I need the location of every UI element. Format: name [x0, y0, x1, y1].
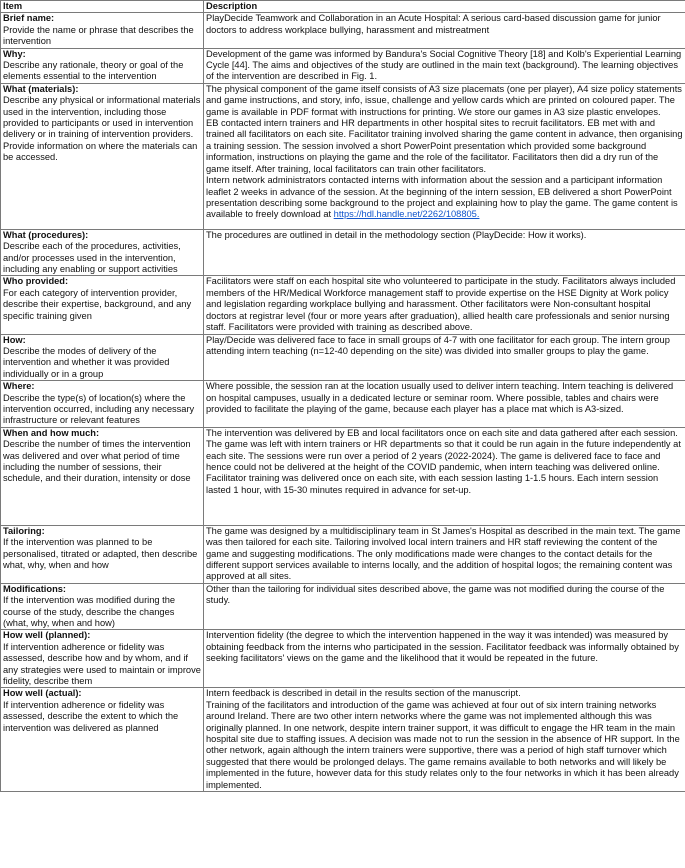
description-paragraph [206, 688, 683, 699]
description-paragraph [206, 584, 683, 607]
item-name: Why: [3, 48, 26, 59]
description-text: Where possible, the session ran at the location usually used to deliver intern teaching. Intern teaching is delivered on hospital campuses, usually in a dedicated lecture or seminar room. Where possible, tables and chairs were provided to facilitate the playing of the game, because each player has a place mat which is A3-sized. [206, 381, 674, 414]
description-text: The game was designed by a multidisciplinary team in St James's Hospital as described in the main text. The game was then tailored for each site. Tailoring involved local intern trainers and HR staff reviewing the content of the game and suggesting modifications. The only modifications made were changes to the contact details for the different support services available to interns locally, and the addition of hospital logos; the remaining content was approved at all sites. [206, 525, 681, 582]
table-row [1, 630, 685, 688]
description-text: Intervention fidelity (the degree to which the intervention happened in the way it was intended) was measured by obtaining feedback from the interns who participated in the session. Facilitator feedback was informally obtained by seeking facilitators' views on the game and the likelihood that it would be repeated in the future. [206, 630, 679, 664]
item-description: Describe the modes of delivery of the intervention and whether it was provided individually or in a group [3, 345, 170, 379]
item-cell [1, 48, 204, 83]
item-description: If the intervention was planned to be personalised, titrated or adapted, then describe what, why, when and how [3, 537, 198, 570]
description-text: Training of the facilitators and introduction of the game was achieved at four out of six intern training networks around Ireland. There are two other intern networks where the game was not implemented although this was originally planned. In one network, despite intern trainer support, it was difficult to engage the HR team in the main hospital site due to staffing issues. A decision was made not to run the session in the absence of HR support. In the other network, again although the intern trainers were supportive, there was a period of high staff turnover which suggested that there would be prolonged delays. The game remains available to both networks and will likely be implemented in the future, however data for this study relates only to the four networks in which it has been already implemented. [206, 699, 680, 790]
item-cell [1, 688, 204, 792]
table-row [1, 83, 685, 229]
table-row [1, 427, 685, 525]
item-name: Where: [3, 381, 35, 392]
description-cell [204, 630, 685, 688]
description-text: The physical component of the game itself consists of A3 size placemats (one per player), A4 size policy statements and game instructions, and story, info, issue, challenge and yellow cards which are printed on coloured paper. The game is available in PDF format with instructions for printing. We store our games in A3 size plastic envelopes. [206, 83, 682, 117]
description-paragraph [206, 84, 683, 118]
table-row [1, 334, 685, 381]
description-text: Play/Decide was delivered face to face in small groups of 4-7 with one facilitator for each group. The intern group attending intern teaching (n=12-40 depending on the site) was divided into smaller groups to play the game. [206, 334, 670, 356]
description-cell [204, 229, 685, 276]
header-item: Item [1, 1, 204, 13]
item-description: If intervention adherence or fidelity was assessed, describe the extent to which the intervention was delivered as planned [3, 699, 179, 733]
description-paragraph [206, 526, 683, 583]
item-cell [1, 229, 204, 276]
item-name: How well (actual): [3, 688, 82, 699]
item-description: For each category of intervention provider, describe their expertise, background, and any specific training given [3, 287, 192, 321]
description-cell [204, 48, 685, 83]
description-paragraph [206, 700, 683, 791]
description-text: The procedures are outlined in detail in the methodology section (PlayDecide: How it works). [206, 229, 587, 240]
item-cell [1, 630, 204, 688]
description-paragraph [206, 118, 683, 175]
item-description: Describe any physical or informational materials used in the intervention, including those provided to participants or used in intervention delivery or in training of intervention providers. Provide information on where the materials can be accessed. [3, 95, 201, 163]
description-paragraph [206, 175, 683, 221]
table-row [1, 381, 685, 428]
description-text: PlayDecide Teamwork and Collaboration in an Acute Hospital: A serious card-based discussion game for junior doctors to address workplace bullying, harassment and mistreatment [206, 13, 661, 35]
table-header-row [1, 1, 685, 13]
table-row [1, 276, 685, 334]
download-link[interactable]: https://hdl.handle.net/2262/108805. [333, 209, 480, 220]
item-description: If the intervention was modified during the course of the study, describe the changes (what, why, when and how) [3, 595, 176, 628]
item-description: If intervention adherence or fidelity was assessed, describe how and by whom, and if any strategies were used to maintain or improve fidelity, describe them [3, 641, 201, 687]
item-cell [1, 427, 204, 525]
description-cell [204, 334, 685, 381]
description-paragraph [206, 335, 683, 358]
item-description: Provide the name or phrase that describes the intervention [3, 24, 194, 47]
item-name: How well (planned): [3, 630, 91, 641]
description-text: Development of the game was informed by Bandura's Social Cognitive Theory [18] and Kolb's Experiential Learning Cycle [44]. The aims and objectives of the study are outlined in the main text (background). The learning objectives of the intervention are described in Fig. 1. [206, 48, 682, 82]
description-cell [204, 525, 685, 583]
description-cell [204, 83, 685, 229]
item-description: Describe the number of times the intervention was delivered and over what period of time including the number of sessions, their schedule, and their duration, intensity or dose [3, 439, 191, 484]
item-name: Who provided: [3, 276, 69, 287]
item-cell [1, 381, 204, 428]
item-description: Describe any rationale, theory or goal of the elements essential to the intervention [3, 60, 184, 82]
item-name: Modifications: [3, 583, 67, 594]
item-name: What (procedures): [3, 229, 89, 240]
description-cell [204, 688, 685, 792]
description-paragraph [206, 381, 683, 415]
item-cell [1, 83, 204, 229]
table-row [1, 48, 685, 83]
description-paragraph [206, 49, 683, 83]
item-description: Describe each of the procedures, activities, and/or processes used in the intervention, including any enabling or support activities [3, 241, 181, 275]
description-text: Facilitators were staff on each hospital site who volunteered to participate in the study. Facilitators always included members of the HR/Medical Workforce management staff to provide expertise on the HSE Dignity at Work policy and legislation regarding workplace bullying and harassment. Other facilitators were Non-consultant hospital doctors at registrar level (four or more years after graduation), allied health care professionals and senior nursing staff. Facilitators were provided with training as described above. [206, 276, 676, 333]
table-row [1, 229, 685, 276]
item-description: Describe the type(s) of location(s) where the intervention occurred, including any necessary infrastructure or relevant features [3, 392, 195, 426]
description-cell [204, 427, 685, 525]
description-cell [204, 276, 685, 334]
item-name: How: [3, 334, 26, 345]
description-cell [204, 13, 685, 48]
table-row [1, 583, 685, 630]
item-name: Tailoring: [3, 525, 45, 536]
description-cell [204, 583, 685, 630]
description-text: EB contacted intern trainers and HR departments in other hospital sites to recruit facilitators. EB met with and trained all facilitators on each site. Facilitator training involved sharing the game content in advance, then organising a training session. The session involved a short PowerPoint presentation which provided some background information, instructions on playing the game and the role of the facilitator. Facilitators then did a dry run of the game itself. After training, local facilitators can train other facilitators. [206, 118, 683, 174]
table-row [1, 688, 685, 792]
description-cell [204, 381, 685, 428]
description-text: Intern feedback is described in detail in the results section of the manuscript. [206, 688, 521, 699]
item-cell [1, 525, 204, 583]
description-paragraph [206, 13, 683, 36]
table-row [1, 13, 685, 48]
description-text: Intern network administrators contacted interns with information about the session and a participant information leaflet 2 weeks in advance of the session. At the beginning of the intern session, EB delivered a short PowerPoint presentation describing some background to the project and explaining how to play the game. The game content is available to freely download at [206, 175, 678, 220]
item-name: Brief name: [3, 13, 55, 24]
item-cell [1, 13, 204, 48]
item-cell [1, 583, 204, 630]
description-paragraph [206, 230, 683, 241]
header-description: Description [204, 1, 685, 13]
item-name: When and how much: [3, 427, 100, 438]
item-cell [1, 334, 204, 381]
item-cell [1, 276, 204, 334]
description-text: Other than the tailoring for individual sites described above, the game was not modified during the course of the study. [206, 583, 665, 606]
table-row [1, 525, 685, 583]
description-paragraph [206, 276, 683, 333]
description-text: The intervention was delivered by EB and local facilitators once on each site and data gathered after each session. The game was left with intern trainers or HR departments so that it could be run again in the future independently at each site. The sessions were run over a period of 2 years (2022-2024). The game is delivered face to face and hence could not be delivered at the height of the COVID pandemic, when intern teaching was delivered online. Facilitator training was delivered once on each site, with each session lasting 1-1.5 hours. Each intern session lasted 1 hour, with 15-30 minutes required in advance for set-up. [206, 427, 681, 495]
description-paragraph [206, 428, 683, 496]
item-name: What (materials): [3, 83, 79, 94]
description-paragraph [206, 630, 683, 664]
